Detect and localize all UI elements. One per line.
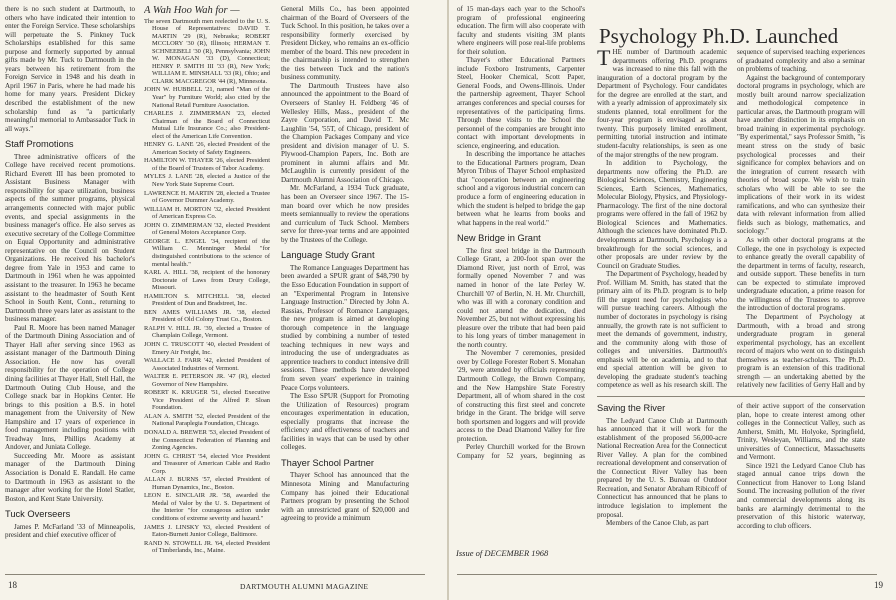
paragraph: The Esso SPUR (Support for Promoting the Utilization of Resources) program encourages experimentation in education, especially programs that increase the efficiency and effectiveness of teachers and facilities in ways that can be used by other colleges. [281, 392, 409, 452]
honoree-entry: ALLAN J. BURNS '57, elected President of Human Dynamics, Inc., Boston. [144, 476, 270, 491]
paragraph: Three administrative officers of the College have received recent promotions. Richard Everett III has been promoted to Assistant Business Manager with responsibility for space utilization, business aspects of the summer programs, physical arrangements connected with major public events, and special assignments in the business manager's office. He also serves as executive secretary of the College Committee on Equal Opportunity and administrative representative on the Council on Student Organizations. He received his bachelor's degree from Yale in 1953 and came to Dartmouth in 1961 when he was appointed assistant to the treasurer. In 1963 he became assistant to the headmaster of South Kent School in South Kent, Conn., returning to Dartmouth three years later as assistant to the business manager. [5, 152, 135, 324]
honoree-entry: LAWRENCE H. MARTIN '28, elected a Trustee of Governor Dummer Academy. [144, 189, 270, 205]
honoree-entry: BEN AMES WILLIAMS JR. '38, elected President of Old Colony Trust Co., Boston. [144, 308, 270, 324]
honoree-entry: JOHN W. HUBBELL '21, named "Man of the Year" by Furniture World; also cited by the National Retail Furniture Association. [144, 86, 270, 109]
paragraph: In describing the importance he attaches to the Educational Partners program, Dean Myron Tribus of Thayer School emphasized that "cooperation between an engineering school and a vigorous industrial concern can produce a form of engineering education in which the student is helped to bridge the gap between what he learns from books and what happens in the real world." [457, 150, 585, 227]
page-number: 19 [874, 580, 883, 590]
article-title: Psychology Ph.D. Launched [599, 24, 839, 48]
right-column-3 [737, 48, 865, 390]
paragraph: Paul R. Moore has been named Manager of the Dartmouth Dining Association and of Thayer Hall after serving since 1963 as assistant manager of the Dartmouth Dining Association. He now has overall responsibility for the operation of College dining facilities at Thayer Hall, Stell Hall, the Dartmouth Outing Club House, and the College snack bar in Hopkins Center. He brings to this position a B.S. in hotel management from the University of New Hampshire and 17 years of experience in food management including positions with Treadway Inns, Phillips Academy at Andover, and Juniata College. [5, 323, 135, 452]
paragraph: General Mills Co., has been appointed chairman of the Board of Overseers of the Tuck School. In this position, he takes over a responsibility formerly exercised by President Dickey, who remains an ex-officio member of the board. This new precedent in the chairmanship is intended to strengthen the ties between Tuck and the nation's business community. [281, 5, 409, 82]
honoree-entry: WALTER E. PETERSON JR. '47 (R), elected Governor of New Hampshire. [144, 373, 270, 388]
paragraph: The November 7 ceremonies, presided over by College Forester Robert S. Monahan '29, were attended by officials representing Dartmouth College, the Brown Company, and the New Hampshire State Forestry Department, all of whom shared in the cost of constructing this first steel and concrete bridge in the Grant. The bridge will serve both sportsmen and loggers and will provide access to the Dead Diamond Valley for fire protection. [457, 349, 585, 443]
tuck-scholarship-text: there is no such student at Dartmouth, to others who have indicated their intention to enter the Foreign Service. These scholarships will perpetuate the S. Pinkney Tuck Scholarships established for this same purpose and formerly supported by annual gifts made by Mr. Tuck to Dartmouth in the years between his retirement from the Foreign Service in 1948 and his death in April 1967 in Paris, where he had made his home for many years. President Dickey described the establishment of the new scholarship fund as "a particularly meaningful memorial to Ambassador Tuck in all ways." [5, 5, 135, 133]
honoree-entry: KARL A. HILL '38, recipient of the honorary Doctorate of Laws from Drury College, Missouri. [144, 269, 270, 292]
lead-paragraph: HE number of Dartmouth academic departments offering Ph.D. programs was increased to nine this fall with the inauguration of a doctoral program by the Department of Psychology. Four candidates for the degree are enrolled at the start, and with a yearly admission of approximately six students planned, total enrollment for the four-year program is envisaged as about twenty. This purposely limited enrollment, permitting tutorial instruction and intimate student-faculty relationships, is seen as one of the major strengths of the new program. [597, 48, 727, 159]
honoree-entry: GEORGE L. ENGEL '34, recipient of the William C. Menninger Medal "for distinguished contributions to the science of mental health." [144, 237, 270, 268]
paragraph: In addition to Psychology, the departments now offering the Ph.D. are Biological Sciences, Chemistry, Engineering Sciences, Earth Sciences, Mathematics, Molecular Biology, Physics, and Physiology-Pharmacology. The first of the nine doctoral programs were offered in the fall of 1962 by Biological Sciences and Mathematics. Although the sciences have dominated Ph.D. developments at Dartmouth, Psychology is a breakthrough for the social sciences, and other proposals are under review by the Council on Graduate Studies. [597, 159, 727, 270]
paragraph: Succeeding Mr. Moore as assistant manager of the Dartmouth Dining Association is Donald E. Randall. He came to Dartmouth in 1963 as assistant to the manager after working for the Hotel Statler, Boston, and Kent State University. [5, 451, 135, 503]
paragraph: of 15 man-days each year to the School's program of professional engineering education. The firm will also cooperate with faculty and students visiting 3M plants where engineers will pose real-life problems for their solution. [457, 5, 585, 56]
honoree-entry: JAMES J. LINSKY '63, elected President of Eaton-Burnett Junior College, Baltimore. [144, 523, 270, 539]
paragraph: Members of the Canoe Club, as part [606, 519, 709, 528]
paragraph: The Department of Psychology at Dartmouth, with a broad and strong undergraduate program in general experimental psychology, has an excellent record of majors who went on to distinguish themselves as teacher-scholars. The Ph.D. program is an extension of this traditional strength — an undertaking abetted by the relatively new facilities of Gerry Hall and by [737, 312, 865, 390]
section-rule [597, 396, 865, 397]
footer-rule [457, 574, 877, 575]
saving-river-heading: Saving the River [597, 403, 666, 413]
right-column-1 [457, 5, 585, 460]
box-title: A Wah Hoo Wah for — [144, 5, 240, 16]
river-column-right [737, 402, 865, 567]
honoree-entry: WILLIAM H. MORTON '32, elected President of American Express Co. [144, 205, 270, 221]
page-number: 18 [8, 580, 17, 590]
honoree-entry: JOHN G. CHRIST '54, elected Vice President and Treasurer of American Cable and Radio Corp. [144, 452, 270, 475]
honoree-entry: RALPH V. HILL JR. '39, elected a Trustee of Champlain College, Vermont. [144, 324, 270, 340]
paragraph: James P. McFarland '33 of Minneapolis, president and chief executive officer of [5, 522, 135, 540]
paragraph: Since 1921 the Ledyard Canoe Club has staged annual canoe trips down the Connecticut from Hanover to Long Island Sound. The increasing pollution of the river and commercial developments along its banks are alarmingly detrimental to the preservation of this historic waterway, according to club officers. [737, 461, 865, 530]
paragraph: Thayer's other Educational Partners include Foxboro Instruments, Carpenter Steel, Hooker Chemical, Scott Paper, General Foods, and Owens-Illinois. Under the partnership agreement, Thayer School arranges conferences and special courses for representatives of the participating firms. Through these visits to the School the personnel of the companies are brought into contact with important developments in science, engineering, and education. [457, 56, 585, 150]
drop-cap: T [597, 48, 611, 70]
paragraph: sequence of supervised teaching experiences of graduated complexity and also a seminar on problems of teaching. [737, 48, 865, 74]
paragraph: Against the background of contemporary doctoral programs in psychology, which are mostly built around narrow specialization and methodological competence in particular areas, the Dartmouth program will have another distinction in its emphasis on broad training in experimental psychology. "By experimental," says Professor Smith, "is meant stress on the study of basic psychological processes and their significance for complex behaviors and on the integration of current research with theories of broad scope. We wish to train scholars who will be able to see the implications of their work in its widest ramifications, and who can synthesize their data with relevant information from allied fields such as biology, mathematics, and sociology." [737, 73, 865, 236]
paragraph: The Romance Languages Department has been awarded a SPUR grant of $48,790 by the Esso Education Foundation in support of an "Experimental Program in Intensive Language Instruction." Directed by John A. Rassias, Professor of Romance Languages, the new program is aimed at developing thorough competence in the language studied by combining a number of tested teaching techniques in new ways and introducing the use of undergraduates as apprentice teachers to conduct intensive drill sessions. These methods have developed from seven years' experience in training Peace Corps volunteers. [281, 263, 409, 392]
language-grant-heading: Language Study Grant [281, 250, 375, 261]
paragraph: The Dartmouth Trustees have also announced the appointment to the Board of Overseers of Stanley H. Feldberg '46 of Wellesley Hills, Mass., president of the Zayre Corporation, and David T. Mc Laughlin '54, '55T, of Chicago, president of the Champion Packages Company and vice president and division manager of U. S. Plywood-Champion Papers, Inc. Both are prominent in alumni affairs and Mr. McLaughlin is currently president of the Dartmouth Alumni Association of Chicago. [281, 81, 409, 184]
box-intro: The seven Dartmouth men reelected to the U. S. House of Representatives: DAVID T. MARTIN '29 (R), Nebraska; ROBERT MCCLORY '30 (R), Illinois; HERMAN T. SCHNEEBELI '30 (R), Pennsylvania; JOHN W. MONAGAN '33 (D), Connecticut; HENRY P. SMITH III '33 (R), New York; WILLIAM E. MINSHALL '33 (R), Ohio; and CLARK MACGREGOR '44 (R), Minnesota. [144, 17, 270, 85]
left-page [0, 0, 447, 600]
honoree-entry: ROBERT K. KRUGER '51, elected Executive Vice President of the Alfred P. Sloan Foundation. [144, 389, 270, 412]
paragraph: As with other doctoral programs at the College, the one in psychology is expected to enhance greatly the overall capability of the department in terms of faculty, research, and outside support. These benefits in turn can be expected to stimulate improved undergraduate education, a prime reason for the willingness of the Trustees to approve the introduction of doctoral programs. [737, 236, 865, 313]
paragraph: of their active support of the conservation plan, hope to create interest among other colleges in the Connecticut Valley, such as Amherst, Smith, Mt. Holyoke, Springfield, Trinity, Wesleyan, Williams, and the state universities of Connecticut, Massachusetts and Vermont. [737, 402, 865, 462]
honoree-entry: HENRY G. LANE '26, elected President of the American Society of Safety Engineers. [144, 141, 270, 156]
paragraph: The Ledyard Canoe Club at Dartmouth has announced that it will work for the establishment of the proposed 56,000-acre National Recreation Area for the Connecticut River Valley. A plan for the combined recreational development and conservation of the Connecticut River Valley has been prepared by the U. S. Bureau of Outdoor Recreation, and Senator Abraham Ribicoff of Connecticut has announced that he plans to introduce legislation to implement the proposal. [597, 416, 727, 519]
honoree-entry: JOHN O. ZIMMERMAN '32, elected President of General Motors Acceptance Corp. [144, 221, 270, 237]
honoree-entry: CHARLES J. ZIMMERMAN '23, elected Chairman of the Board of Connecticut Mutual Life Insurance Co.; also President-elect of the American Life Convention. [144, 110, 270, 140]
wah-hoo-wah-box [144, 5, 270, 565]
honoree-entry: RAND N. STOWELL JR. '64, elected President of Timberlands, Inc., Maine. [144, 539, 270, 555]
paragraph: The first steel bridge in the Dartmouth College Grant, a 200-foot span over the Diamond River, just north of Errol, was formally opened November 7 and was named in honor of the late Perley W. Churchill '07 of Berlin, N. H. Mr. Churchill, who was ill with a coronary condition and could not attend the dedication, died November 25, but not without expressing his pleasure over the tribute that had been paid to his long years of timber management in the north country. [457, 246, 585, 349]
honoree-entry: JOHN C. TRUSCOTT '40, elected President of Emery Air Freight, Inc. [144, 340, 270, 356]
honoree-entry: LEON E. SINCLAIR JR. '58, awarded the Medal of Valor by the U. S. Department of the Interior "for courageous action under conditions of extreme severity and hazard." [144, 492, 270, 522]
honoree-entry: WALLACE J. FARR '42, elected President of Associated Industries of Vermont. [144, 357, 270, 372]
tuck-overseers-heading: Tuck Overseers [5, 509, 71, 520]
paragraph: Perley Churchill worked for the Brown Company for 52 years, beginning as [457, 443, 585, 460]
paragraph: The Department of Psychology, headed by Prof. William M. Smith, has stated that the primary aim of its Ph.D. program is to help fill the urgent need for psychologists who will pursue teaching careers. Although the number of doctorates in psychology is rising annually, the growth rate is not sufficient to meet the demands of government, industry, and the community along with those of colleges and universities. Dartmouth's emphasis will be on academia, and to that end special attention will be given to developing the graduate student's teaching competence as well as his research skill. The [597, 270, 727, 390]
paragraph: Thayer School has announced that the Minnesota Mining and Manufacturing Company has joined their Educational Partners program by presenting the School with an unrestricted grant of $20,000 and agreeing to provide a minimum [281, 471, 409, 523]
honoree-entry: MYLES J. LANE '28, elected a Justice of the New York State Supreme Court. [144, 173, 270, 189]
river-column-left [597, 402, 727, 567]
right-column-2 [597, 48, 727, 390]
honoree-entry: DONALD A. BREWER '53, elected President of the Connecticut Federation of Planning and Zoning Agencies. [144, 428, 270, 452]
left-column-3 [281, 5, 409, 565]
footer-rule [5, 574, 425, 575]
new-bridge-heading: New Bridge in Grant [457, 233, 541, 244]
magazine-footer: DARTMOUTH ALUMNI MAGAZINE [240, 582, 369, 591]
thayer-partner-heading: Thayer School Partner [281, 457, 375, 468]
left-column-1 [5, 5, 135, 565]
honoree-entry: HAMILTON S. MITCHELL '38, elected President of Dun and Bradstreet, Inc. [144, 292, 270, 308]
right-page [449, 0, 896, 600]
paragraph: Mr. McFarland, a 1934 Tuck graduate, has been an Overseer since 1967. The 15-man board over which he now presides meets semiannually to review the operations and curriculum of Tuck School. Members serve for three-year terms and are appointed by the Trustees of the College. [281, 184, 409, 244]
honoree-entry: ALAN A. SMITH '52, elected President of the National Paraplegia Foundation, Chicago. [144, 412, 270, 428]
issue-date: Issue of DECEMBER 1968 [456, 548, 549, 558]
staff-promotions-heading: Staff Promotions [5, 139, 74, 150]
honoree-entry: HAMILTON W. THAYER '26, elected President of the Board of Trustees of Tabor Academy. [144, 157, 270, 172]
